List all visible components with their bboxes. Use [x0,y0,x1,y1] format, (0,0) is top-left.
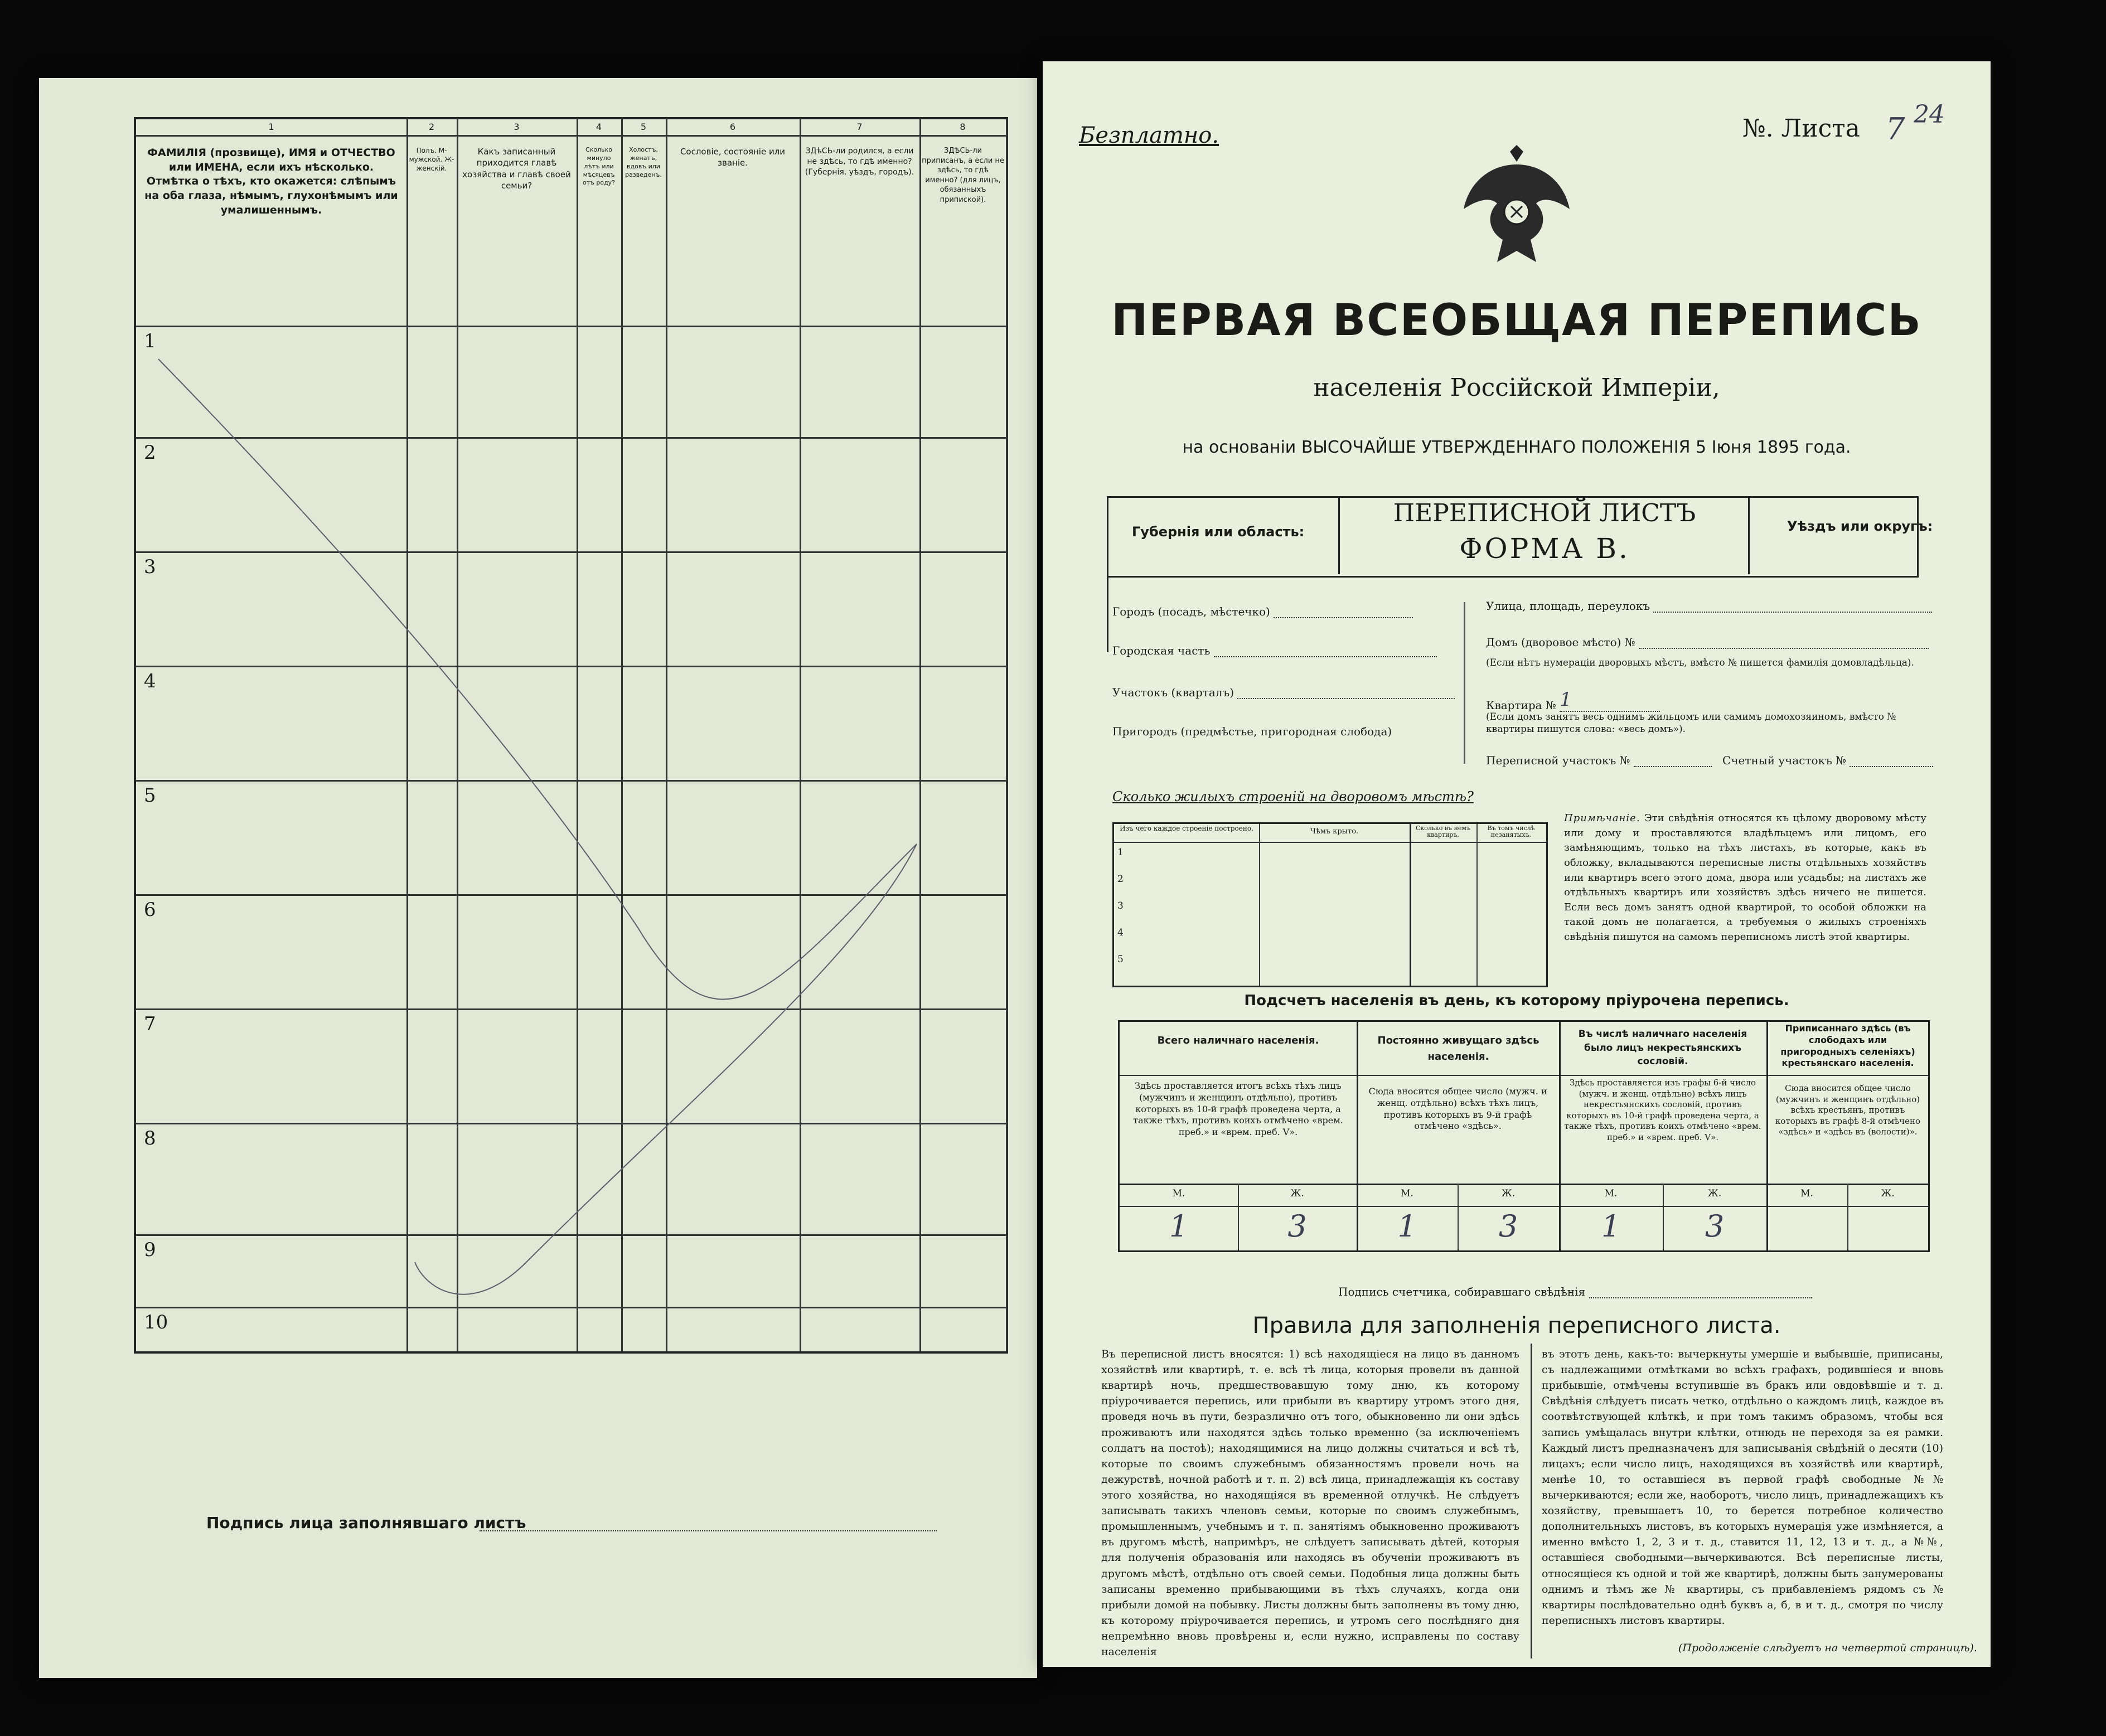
row-number: 1 [144,330,156,352]
census-basis: на основаніи ВЫСОЧАЙШЕ УТВЕРЖДЕННАГО ПОЛОЖЕНІЯ 5 Іюня 1895 года. [1182,438,1851,457]
buildings-row: 2 [1117,874,1124,885]
imperial-eagle-icon [1458,142,1575,270]
sex-label-f: Ж. [1290,1188,1304,1199]
rules-divider [1531,1344,1532,1659]
enumerator-signature-label: Подпись счетчика, собиравшаго свѣдѣнія [1338,1285,1586,1298]
row-number: 9 [144,1239,156,1261]
count-col-peasant: Приписаннаго здѣсь (въ слободахъ или пригородныхъ селеніяхъ) крестьянскаго населенія. [1780,1023,1915,1069]
col-header-name: ФАМИЛІЯ (прозвище), ИМЯ и ОТЧЕСТВО или ИМЕНА, если ихъ нѣсколько. Отмѣтка о тѣхъ, кто окажется: слѣпымъ на оба глаза, нѣмымъ, глухонѣмымъ или умалишеннымъ. [144,147,398,216]
col-header-birthplace: ЗДѣСЬ-ли родился, а если не здѣсь, то гдѣ именно? (Губернія, уѣздъ, городъ). [805,147,914,177]
apartment-note: (Если домъ занятъ весь однимъ жильцомъ или самимъ домохозяиномъ, вмѣсто № квартиры пишутся слова: «весь домъ»). [1486,711,1896,735]
census-title: ПЕРВАЯ ВСЕОБЩАЯ ПЕРЕПИСЬ [1111,295,1922,346]
col-header-age: Сколько минуло лѣтъ или мѣсяцевъ отъ роду? [582,146,616,187]
rules-title: Правила для заполненія переписного листа. [1252,1313,1781,1339]
field-census-section: Переписной участокъ № [1486,754,1630,767]
count-desc-present: Здѣсь проставляется итогъ всѣхъ тѣхъ лицъ (мужчинъ и женщинъ отдѣльно), противъ которыхъ въ 10-й графѣ проведена черта, а также тѣхъ, противъ коихъ отмѣчено «врем. преб.» и «врем. преб. V». [1133,1080,1343,1138]
cross-out-stroke [136,119,1006,1351]
col-number-5: 5 [640,122,647,132]
sex-label-m: М. [1172,1188,1185,1199]
row-number: 8 [144,1127,156,1150]
house-note: (Если нѣтъ нумераціи дворовыхъ мѣстъ, вмѣсто № пишется фамилія домовладѣльца). [1486,657,1914,668]
col-header-sex: Полъ. М-мужской. Ж-женскій. [409,147,454,173]
census-subtitle: населенія Россійской Имперіи, [1313,374,1720,402]
row-number: 2 [144,442,156,464]
field-street: Улица, площадь, переулокъ [1486,599,1650,613]
province-label: Губернія или область: [1132,524,1305,540]
row-number: 10 [144,1311,168,1333]
form-title: ПЕРЕПИСНОЙ ЛИСТЪ [1393,499,1696,527]
enumerator-signature-line[interactable] [1589,1297,1812,1298]
sex-label-f: Ж. [1707,1188,1722,1199]
count-desc-peasant: Сюда вносится общее число (мужчинъ и женщинъ отдѣльно) всѣхъ крестьянъ, противъ которыхъ въ графѣ 8-й отмѣчено «здѣсь» и «здѣсь въ (волости)». [1775,1083,1920,1137]
census-section-input[interactable] [1634,766,1712,767]
buildings-col-apartments: Сколько въ немъ квартиръ. [1416,825,1470,839]
field-precinct: Участокъ (кварталъ) [1112,686,1234,699]
box-divider [1748,496,1750,574]
row-number: 7 [144,1013,156,1035]
count-col-non-peasant: Въ числѣ наличнаго населенія было лицъ некрестьянскихъ сословій. [1578,1029,1747,1068]
precinct-input[interactable] [1237,698,1455,699]
row-number: 3 [144,556,156,578]
count-desc-permanent: Сюда вносится общее число (мужч. и женщ. отдѣльно) всѣхъ тѣхъ лицъ, противъ которыхъ въ 9-й графѣ отмѣчено «здѣсь». [1368,1086,1547,1132]
field-suburb: Пригородъ (предмѣстье, пригородная слобода) [1112,725,1392,738]
continued-note: (Продолженіе слѣдуетъ на четвертой страницѣ). [1678,1642,1977,1654]
box-divider [1338,496,1340,574]
field-house: Домъ (дворовое мѣсто) № [1486,636,1635,649]
col-header-marital: Холостъ, женатъ, вдовъ или разведенъ. [625,146,662,178]
row-number: 5 [144,784,156,807]
col-header-relation: Какъ записанный приходится главѣ хозяйства и главѣ своей семьи? [462,147,571,191]
non-peasant-male-count[interactable]: 1 [1601,1209,1621,1244]
address-divider [1464,602,1465,764]
row-number: 6 [144,899,156,921]
col-number-1: 1 [268,122,274,132]
permanent-male-count[interactable]: 1 [1397,1209,1417,1244]
count-desc-non-peasant: Здѣсь проставляется изъ графы 6-й число (мужч. и женщ. отдѣльно) всѣхъ лицъ некрестьянскихъ сословій, противъ которыхъ въ 10-й графѣ проведена черта, а также тѣхъ, противъ коихъ отмѣчено «врем. преб.» и «врем. преб. V». [1564,1078,1761,1142]
col-number-2: 2 [428,122,435,132]
note-text: Эти свѣдѣнія относятся къ цѣлому дворовому мѣсту или дому и проставляются владѣльцемъ или лицомъ, его замѣняющимъ, только на тѣхъ листахъ, въ которые, какъ въ обложку, вкладываются переписные листы отдѣльныхъ хозяйствъ или квартиръ всего этого дома, двора или усадьбы; на листахъ же отдѣльныхъ квартиръ или хозяйствъ здѣсь ничего не пишется. Если весь домъ занятъ одной квартирой, то особой обложки на такой домъ не полагается, а требуемыя о жилыхъ строеніяхъ свѣдѣнія пишутся на самомъ переписномъ листѣ этой квартиры. [1564,812,1926,943]
field-apartment: Квартира № [1486,699,1556,712]
buildings-col-roof: Чѣмъ крыто. [1310,827,1359,836]
col-number-7: 7 [856,122,863,132]
signature-line [480,1514,937,1531]
count-col-present: Всего наличнаго населенія. [1157,1035,1319,1046]
col-header-estate: Сословіе, состояніе или званіе. [680,147,786,168]
sex-label-m: М. [1800,1188,1813,1199]
field-count-section: Счетный участокъ № [1722,754,1847,767]
count-section-input[interactable] [1850,766,1933,767]
sheet-number-extra: 24 [1914,100,1945,129]
count-col-permanent: Постоянно живущаго здѣсь населенія. [1377,1035,1539,1063]
col-number-4: 4 [596,122,602,132]
col-number-8: 8 [960,122,966,132]
buildings-table [1112,822,1548,987]
count-title: Подсчетъ населенія въ день, къ которому пріурочена перепись. [1244,992,1789,1009]
col-number-6: 6 [729,122,736,132]
apartment-value[interactable]: 1 [1560,688,1660,712]
row-number: 4 [144,670,156,692]
right-page [1043,61,1991,1667]
district-label: Уѣздъ или округъ: [1787,518,1933,534]
permanent-female-count[interactable]: 3 [1498,1209,1518,1244]
present-female-count[interactable]: 3 [1287,1209,1307,1244]
left-page [39,78,1037,1678]
buildings-row: 4 [1117,927,1124,938]
note-title: Примѣчаніе. [1564,812,1640,824]
rules-column-1: Въ переписной листъ вносятся: 1) всѣ находящіеся на лицо въ данномъ хозяйствѣ или квартирѣ, т. е. всѣ тѣ лица, которыя провели въ данной квартирѣ ночь, предшествовавшую тому дню, къ которому пріурочивается перепись, или прибыли въ квартиру утромъ этого дня, проведя ночь въ пути, безразлично отъ того, обыкновенно ли они здѣсь проживаютъ или находятся здѣсь только временно (за исключеніемъ солдатъ на постоѣ); находящимися на лицо должны считаться и всѣ тѣ, которые по своимъ служебнымъ обязанностямъ провели ночь на дежурствѣ, ночной работѣ и т. п. 2) всѣ лица, принадлежащія къ составу этого хозяйства, но находящіяся въ временной отлучкѣ. Не слѣдуетъ записывать такихъ членовъ семьи, которые по своимъ служебнымъ, промышленнымъ, учебнымъ и т. п. занятіямъ обыкновенно проживаютъ въ другомъ мѣстѣ, напримѣръ, не слѣдуетъ записывать дѣтей, которыя для полученія образованія или находясь въ обученіи проживаютъ въ другомъ мѣстѣ, отдѣльно отъ своей семьи. Подобныя лица должны быть записаны временно прибывающими въ тѣхъ случаяхъ, когда они прибыли домой на побывку. Листы должны быть заполнены въ тому дню, къ которому пріурочивается перепись, и утромъ сего послѣдняго дня непремѣнно вновь провѣрены и, если нужно, исправлены по составу населенія [1101,1348,1519,1659]
household-members-table [134,117,1008,1354]
field-city: Городъ (посадъ, мѣстечко) [1112,605,1270,618]
city-part-input[interactable] [1214,656,1437,657]
buildings-col-material: Изъ чего каждое строеніе построено. [1120,825,1253,832]
sex-label-m: М. [1401,1188,1413,1199]
rules-column-2: въ этотъ день, какъ-то: вычеркнуты умершіе и выбывшіе, приписаны, съ надлежащими отмѣтками во всѣхъ графахъ, родившіеся и вновь прибывшіе, отмѣчены вступившіе въ бракъ или овдовѣвшіе и т. д. Свѣдѣнія слѣдуетъ писать четко, отдѣльно о каждомъ лицѣ, каждое въ соотвѣтствующей клѣткѣ, и при томъ такимъ образомъ, чтобы вся запись умѣщалась внутри клѣтки, отнюдь не переходя за ея рамки. Каждый листъ предназначенъ для записыванія свѣдѣній о десяти (10) лицахъ; если число лицъ, находящихся въ хозяйствѣ или квартирѣ, менѣе 10, то оставшіеся въ первой графѣ свободные №№ вычеркиваются; если же, наоборотъ, число лицъ, принадлежащихъ къ хозяйству, превышаетъ 10, то берется потребное количество дополнительныхъ листовъ, въ которыхъ нумерація уже измѣняется, а именно вмѣсто 1, 2, 3 и т. д., ставится 11, 12, 13 и т. д., а №№, оставшіеся свободными—вычеркиваются. Всѣ переписные листы, относящіеся къ одной и той же квартирѣ, должны быть занумерованы однимъ и тѣмъ же № квартиры, съ прибавленіемъ рядомъ съ № квартиры послѣдовательно однѣ буквъ а, б, в и т. д., смотря по числу переписныхъ листовъ квартиры. [1542,1348,1943,1627]
house-input[interactable] [1639,648,1929,649]
present-male-count[interactable]: 1 [1169,1209,1189,1244]
population-count-table [1118,1020,1930,1252]
sex-label-f: Ж. [1881,1188,1895,1199]
buildings-question: Сколько жилыхъ строеній на дворовомъ мѣстѣ? [1112,789,1474,804]
sex-label-f: Ж. [1501,1188,1516,1199]
free-label: Безплатно. [1079,123,1219,148]
street-input[interactable] [1653,612,1932,613]
field-city-part: Городская часть [1112,644,1211,657]
buildings-row: 5 [1117,954,1124,965]
sex-label-m: М. [1604,1188,1618,1199]
signature-label: Подпись лица заполнявшаго листъ [206,1514,526,1532]
buildings-row: 3 [1117,900,1124,911]
buildings-row: 1 [1117,847,1124,858]
buildings-col-vacant: Въ томъ числѣ незанятыхъ. [1487,825,1535,839]
city-input[interactable] [1274,617,1413,618]
sheet-number-value: 7 [1886,111,1905,147]
box-edge [1107,496,1108,652]
form-letter: ФОРМА В. [1459,532,1630,565]
buildings-note [1564,811,1926,945]
col-header-registered: ЗДѢСЬ-ли приписанъ, а если не здѣсь, то гдѣ именно? (для лицъ, обязанныхъ припиской). [922,147,1004,204]
col-number-3: 3 [514,122,520,132]
non-peasant-female-count[interactable]: 3 [1705,1209,1725,1244]
sheet-number-label: №. Листа [1742,114,1860,143]
